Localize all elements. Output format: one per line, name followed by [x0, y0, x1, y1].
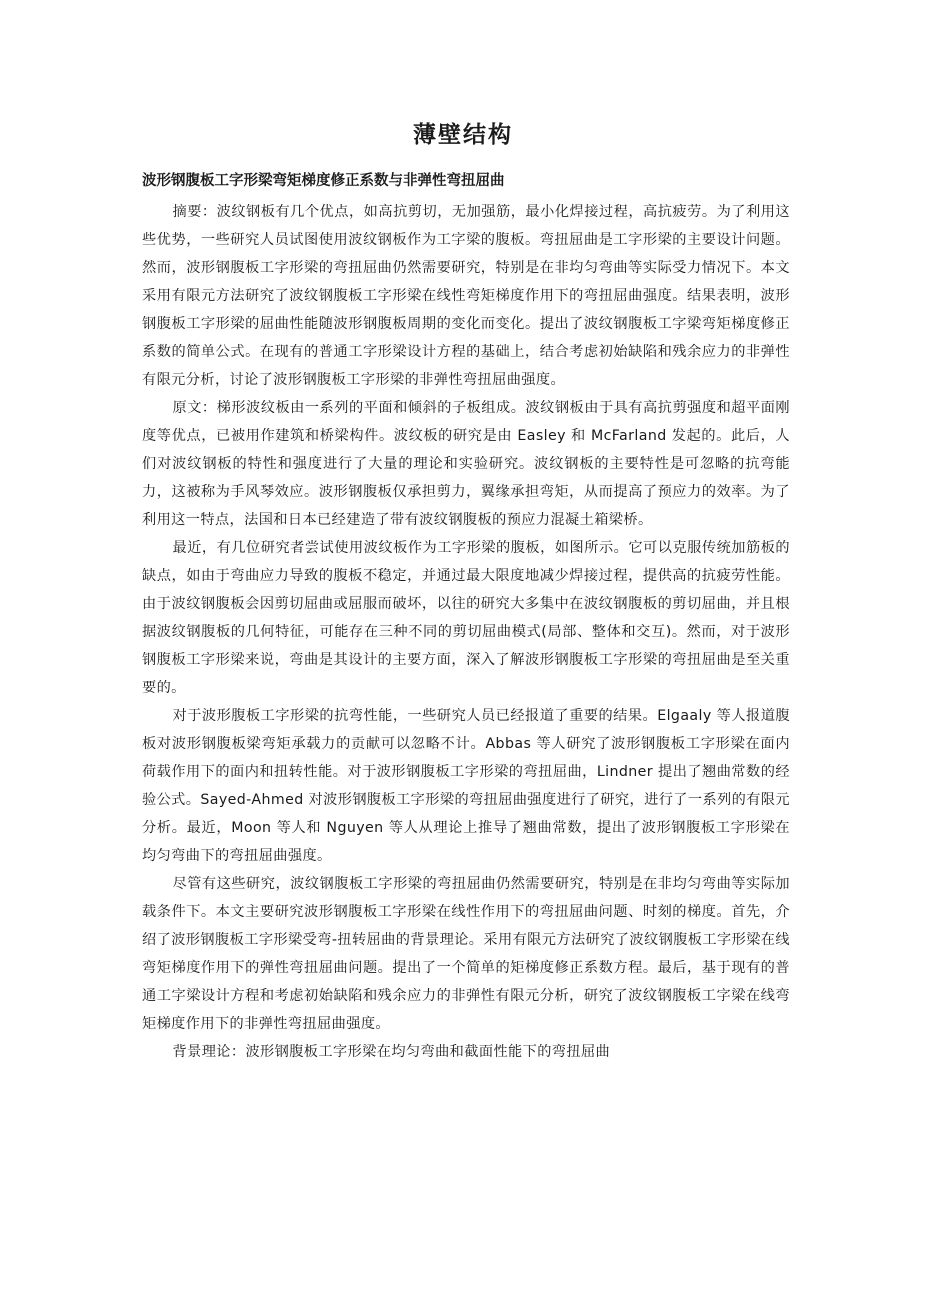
article-body: [142, 198, 790, 1066]
article-title: 波形钢腹板工字形梁弯矩梯度修正系数与非弹性弯扭屈曲: [142, 173, 505, 189]
body-paragraph: 尽管有这些研究，波纹钢腹板工字形梁的弯扭屈曲仍然需要研究，特别是在非均匀弯曲等实际加载条件下。本文主要研究波形钢腹板工字形梁在线性作用下的弯扭屈曲问题、时刻的梯度。首先，介绍了波形钢腹板工字形梁受弯-扭转屈曲的背景理论。采用有限元方法研究了波纹钢腹板工字形梁在线弯矩梯度作用下的弹性弯扭屈曲问题。提出了一个简单的矩梯度修正系数方程。最后，基于现有的普通工字梁设计方程和考虑初始缺陷和残余应力的非弹性有限元分析，研究了波纹钢腹板工字梁在线弯矩梯度作用下的非弹性弯扭屈曲强度。: [142, 876, 790, 1032]
document-title: 薄壁结构: [413, 122, 513, 148]
body-paragraph: 原文：梯形波纹板由一系列的平面和倾斜的子板组成。波纹钢板由于具有高抗剪强度和超平面刚度等优点，已被用作建筑和桥梁构件。波纹板的研究是由 Easley 和 McFarland 发起的。此后，人们对波纹钢板的特性和强度进行了大量的理论和实验研究。波纹钢板的主要特性是可忽略的抗弯能力，这被称为手风琴效应。波形钢腹板仅承担剪力，翼缘承担弯矩，从而提高了预应力的效率。为了利用这一特点，法国和日本已经建造了带有波纹钢腹板的预应力混凝土箱梁桥。: [142, 400, 790, 528]
section-heading-paragraph: 背景理论：波形钢腹板工字形梁在均匀弯曲和截面性能下的弯扭屈曲: [172, 1044, 611, 1060]
body-paragraph: 最近，有几位研究者尝试使用波纹板作为工字形梁的腹板，如图所示。它可以克服传统加筋板的缺点，如由于弯曲应力导致的腹板不稳定，并通过最大限度地减少焊接过程，提供高的抗疲劳性能。由于波纹钢腹板会因剪切屈曲或屈服而破坏，以往的研究大多集中在波纹钢腹板的剪切屈曲，并且根据波纹钢腹板的几何特征，可能存在三种不同的剪切屈曲模式(局部、整体和交互)。然而，对于波形钢腹板工字形梁来说，弯曲是其设计的主要方面，深入了解波形钢腹板工字形梁的弯扭屈曲是至关重要的。: [142, 540, 790, 696]
abstract-paragraph: 摘要：波纹钢板有几个优点，如高抗剪切，无加强筋，最小化焊接过程，高抗疲劳。为了利用这些优势，一些研究人员试图使用波纹钢板作为工字梁的腹板。弯扭屈曲是工字形梁的主要设计问题。然而，波形钢腹板工字形梁的弯扭屈曲仍然需要研究，特别是在非均匀弯曲等实际受力情况下。本文采用有限元方法研究了波纹钢腹板工字形梁在线性弯矩梯度作用下的弯扭屈曲强度。结果表明，波形钢腹板工字形梁的屈曲性能随波形钢腹板周期的变化而变化。提出了波纹钢腹板工字梁弯矩梯度修正系数的简单公式。在现有的普通工字形梁设计方程的基础上，结合考虑初始缺陷和残余应力的非弹性有限元分析，讨论了波形钢腹板工字形梁的非弹性弯扭屈曲强度。: [142, 204, 790, 388]
body-paragraph: 对于波形腹板工字形梁的抗弯性能，一些研究人员已经报道了重要的结果。Elgaaly 等人报道腹板对波形钢腹板梁弯矩承载力的贡献可以忽略不计。Abbas 等人研究了波形钢腹板工字形梁在面内荷载作用下的面内和扭转性能。对于波形钢腹板工字形梁的弯扭屈曲，Lindner 提出了翘曲常数的经验公式。Sayed-Ahmed 对波形钢腹板工字形梁的弯扭屈曲强度进行了研究，进行了一系列的有限元分析。最近，Moon 等人和 Nguyen 等人从理论上推导了翘曲常数，提出了波形钢腹板工字形梁在均匀弯曲下的弯扭屈曲强度。: [142, 708, 790, 864]
